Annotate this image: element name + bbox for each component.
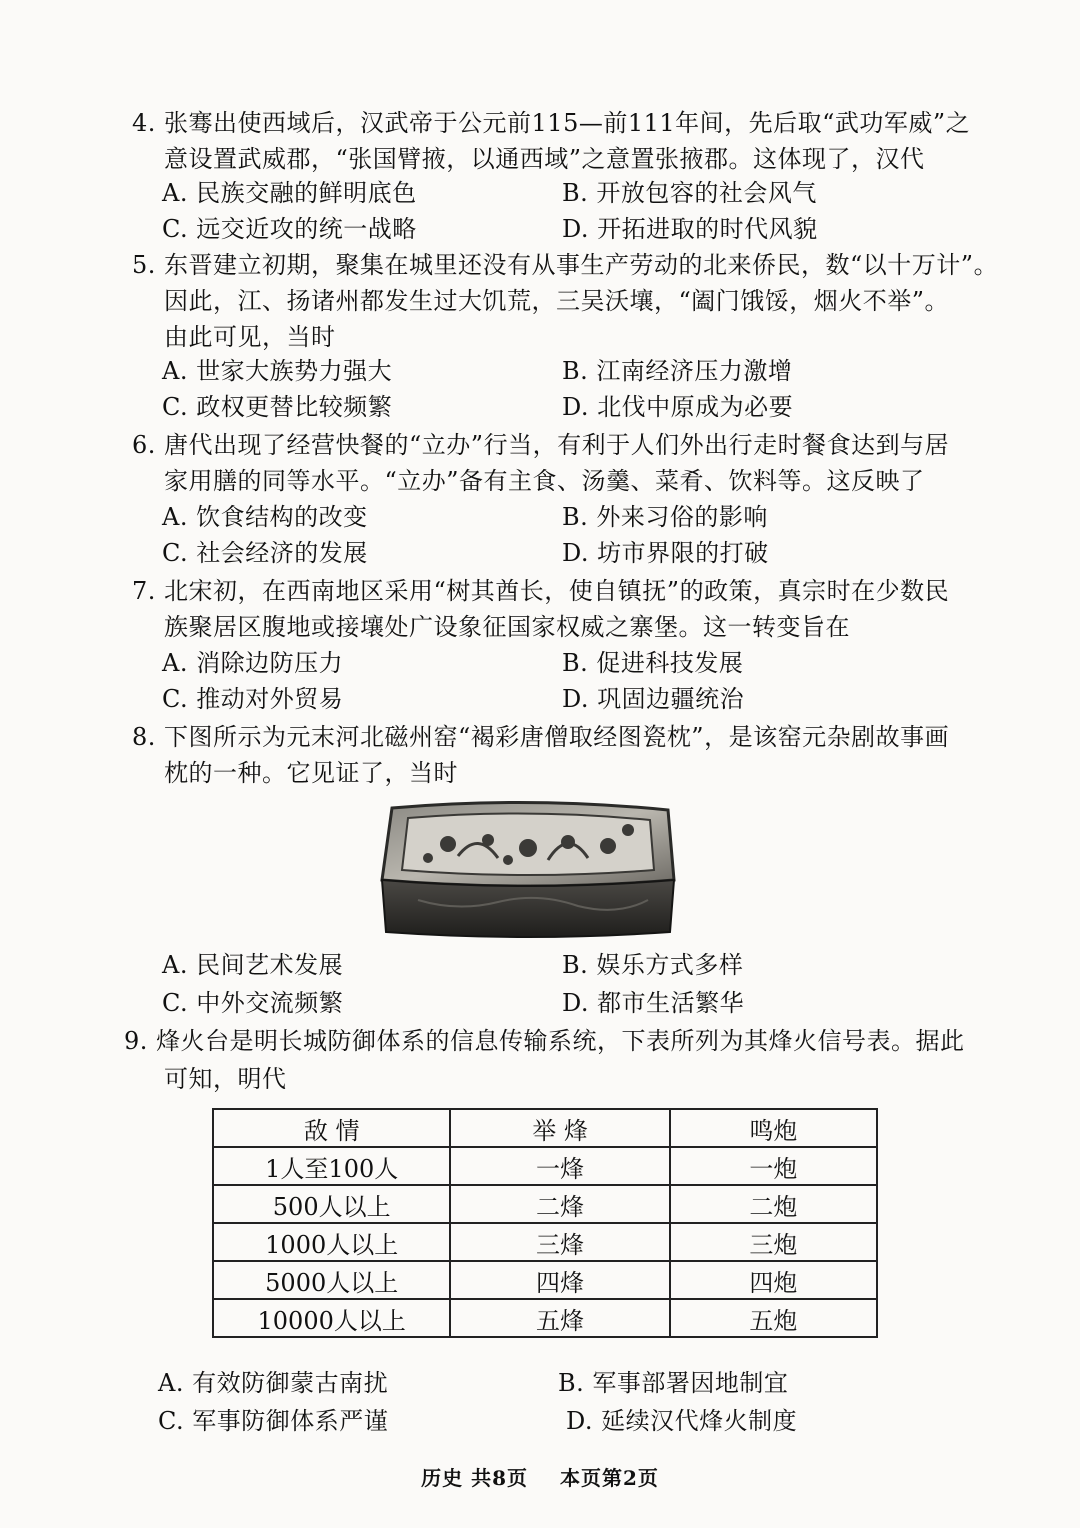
question-text: 6. 唐代出现了经营快餐的“立办”行当，有利于人们外出行走时餐食达到与居 bbox=[132, 431, 950, 459]
question-text: 枕的一种。它见证了，当时 bbox=[164, 759, 458, 787]
table-row bbox=[213, 1185, 877, 1223]
option-d: D. 都市生活繁华 bbox=[562, 989, 745, 1017]
porcelain-pillow-image bbox=[378, 800, 676, 942]
table-header: 鸣炮 bbox=[670, 1109, 877, 1147]
option-d: D. 巩固边疆统治 bbox=[562, 685, 745, 713]
table-header-row bbox=[213, 1109, 877, 1147]
table-cell: 10000人以上 bbox=[213, 1299, 450, 1337]
option-c: C. 远交近攻的统一战略 bbox=[162, 215, 417, 243]
table-row bbox=[213, 1223, 877, 1261]
table-cell: 500人以上 bbox=[213, 1185, 450, 1223]
table-cell: 四炮 bbox=[670, 1261, 877, 1299]
option-b: B. 军事部署因地制宜 bbox=[558, 1369, 789, 1397]
table-cell: 三烽 bbox=[450, 1223, 669, 1261]
page-footer bbox=[0, 1462, 1080, 1491]
option-d: D. 北伐中原成为必要 bbox=[562, 393, 794, 421]
option-b: B. 江南经济压力激增 bbox=[562, 357, 793, 385]
option-b: B. 促进科技发展 bbox=[562, 649, 744, 677]
table-cell: 一炮 bbox=[670, 1147, 877, 1185]
option-d: D. 坊市界限的打破 bbox=[562, 539, 769, 567]
table-cell: 5000人以上 bbox=[213, 1261, 450, 1299]
question-text: 由此可见，当时 bbox=[164, 323, 336, 351]
table-row bbox=[213, 1261, 877, 1299]
option-b: B. 开放包容的社会风气 bbox=[562, 179, 817, 207]
question-text: 可知，明代 bbox=[164, 1065, 287, 1093]
table-cell: 四烽 bbox=[450, 1261, 669, 1299]
option-c: C. 中外交流频繁 bbox=[162, 989, 344, 1017]
option-a: A. 饮食结构的改变 bbox=[162, 503, 368, 531]
option-b: B. 娱乐方式多样 bbox=[562, 951, 744, 979]
table-cell: 1000人以上 bbox=[213, 1223, 450, 1261]
footer-subject: 历史 共8页 bbox=[421, 1466, 528, 1490]
footer-page-number: 本页第2页 bbox=[559, 1466, 659, 1490]
question-text: 7. 北宋初，在西南地区采用“树其酋长，使自镇抚”的政策，真宗时在少数民 bbox=[132, 577, 950, 605]
option-c: C. 推动对外贸易 bbox=[162, 685, 344, 713]
option-b: B. 外来习俗的影响 bbox=[562, 503, 768, 531]
table-cell: 三炮 bbox=[670, 1223, 877, 1261]
question-text: 4. 张骞出使西域后，汉武帝于公元前115—前111年间，先后取“武功军威”之 bbox=[132, 109, 971, 137]
question-text: 族聚居区腹地或接壤处广设象征国家权威之寨堡。这一转变旨在 bbox=[164, 613, 850, 641]
table-header: 敌 情 bbox=[213, 1109, 450, 1147]
table-header: 举 烽 bbox=[450, 1109, 669, 1147]
question-text: 5. 东晋建立初期，聚集在城里还没有从事生产劳动的北来侨民，数“以十万计”。 bbox=[132, 251, 999, 279]
option-a: A. 民族交融的鲜明底色 bbox=[162, 179, 417, 207]
option-d: D. 延续汉代烽火制度 bbox=[566, 1407, 798, 1435]
table-cell: 二烽 bbox=[450, 1185, 669, 1223]
table-cell: 二炮 bbox=[670, 1185, 877, 1223]
option-c: C. 军事防御体系严谨 bbox=[158, 1407, 389, 1435]
option-a: A. 消除边防压力 bbox=[162, 649, 344, 677]
table-cell: 1人至100人 bbox=[213, 1147, 450, 1185]
option-d: D. 开拓进取的时代风貌 bbox=[562, 215, 818, 243]
table-cell: 五炮 bbox=[670, 1299, 877, 1337]
question-text: 家用膳的同等水平。“立办”备有主食、汤羹、菜肴、饮料等。这反映了 bbox=[164, 467, 925, 495]
option-c: C. 社会经济的发展 bbox=[162, 539, 368, 567]
question-text: 9. 烽火台是明长城防御体系的信息传输系统，下表所列为其烽火信号表。据此 bbox=[124, 1027, 965, 1055]
option-c: C. 政权更替比较频繁 bbox=[162, 393, 393, 421]
table-cell: 五烽 bbox=[450, 1299, 669, 1337]
beacon-signal-table bbox=[212, 1108, 878, 1338]
table-row bbox=[213, 1147, 877, 1185]
question-text: 因此，江、扬诸州都发生过大饥荒，三吴沃壤，“阖门饿馁，烟火不举”。 bbox=[164, 287, 950, 315]
option-a: A. 世家大族势力强大 bbox=[162, 357, 393, 385]
option-a: A. 有效防御蒙古南扰 bbox=[158, 1369, 389, 1397]
option-a: A. 民间艺术发展 bbox=[162, 951, 344, 979]
table-row bbox=[213, 1299, 877, 1337]
question-text: 8. 下图所示为元末河北磁州窑“褐彩唐僧取经图瓷枕”，是该窑元杂剧故事画 bbox=[132, 723, 950, 751]
question-text: 意设置武威郡，“张国臂掖，以通西域”之意置张掖郡。这体现了，汉代 bbox=[164, 145, 925, 173]
table-cell: 一烽 bbox=[450, 1147, 669, 1185]
